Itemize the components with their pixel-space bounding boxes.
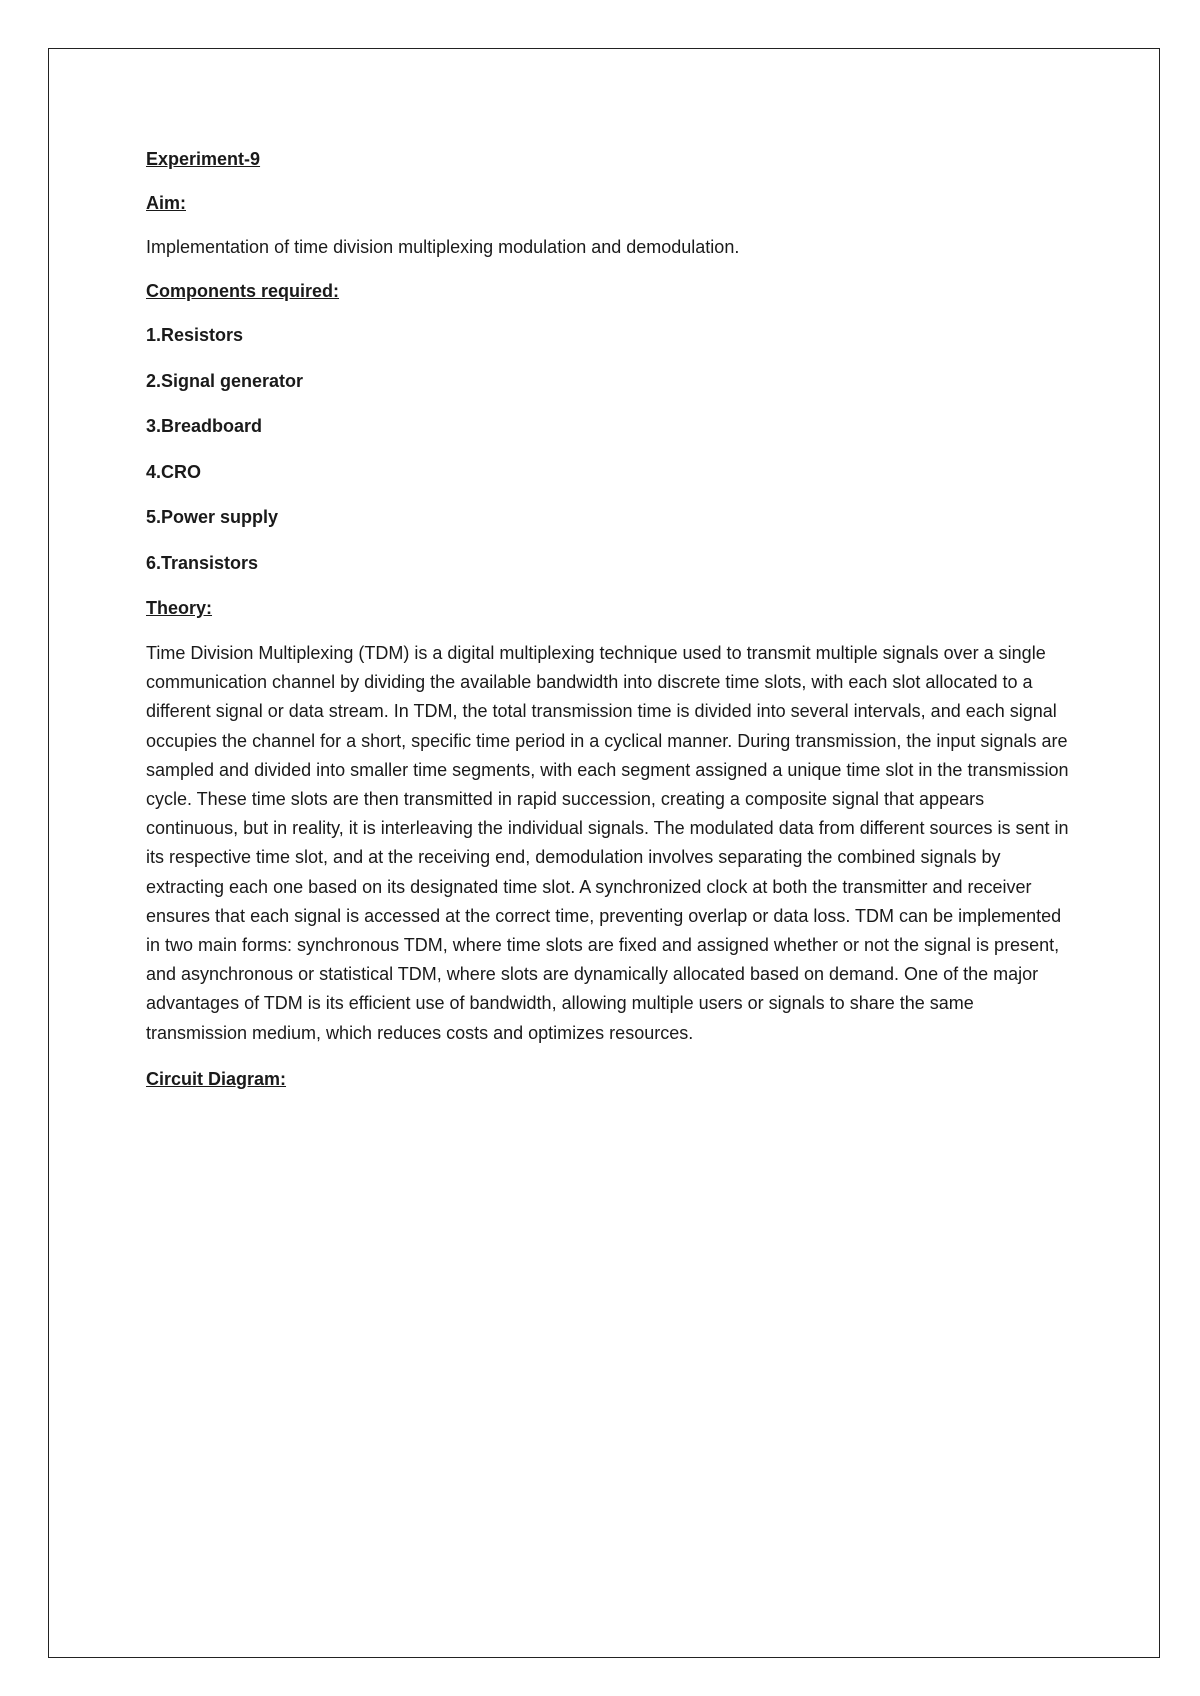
components-heading: Components required: bbox=[146, 281, 340, 301]
theory-heading: Theory: bbox=[146, 598, 213, 618]
components-list bbox=[146, 322, 1076, 576]
component-item: 2.Signal generator bbox=[146, 370, 304, 391]
component-item: 3.Breadboard bbox=[146, 416, 263, 436]
experiment-title: Experiment-9 bbox=[146, 149, 261, 169]
component-item: 1.Resistors bbox=[146, 325, 244, 345]
theory-paragraph: Time Division Multiplexing (TDM) is a digital multiplexing technique used to transmit multiple signals over a single communication channel by dividing the available bandwidth into discrete time slots, with each slot allocated to a different signal or data stream. In TDM, the total transmission time is divided into several intervals, and each signal occupies the channel for a short, specific time period in a cyclical manner. During transmission, the input signals are sampled and divided into smaller time segments, with each segment assigned a unique time slot in the transmission cycle. These time slots are then transmitted in rapid succession, creating a composite signal that appears continuous, but in reality, it is interleaving the individual signals. The modulated data from different sources is sent in its respective time slot, and at the receiving end, demodulation involves separating the combined signals by extracting each one based on its designated time slot. A synchronized clock at both the transmitter and receiver ensures that each signal is accessed at the correct time, preventing overlap or data loss. TDM can be implemented in two main forms: synchronous TDM, where time slots are fixed and assigned whether or not the signal is present, and asynchronous or statistical TDM, where slots are dynamically allocated based on demand. One of the major advantages of TDM is its efficient use of bandwidth, allowing multiple users or signals to share the same transmission medium, which reduces costs and optimizes resources. bbox=[146, 643, 1069, 1043]
component-item: 5.Power supply bbox=[146, 507, 279, 527]
component-item: 4.CRO bbox=[146, 461, 202, 482]
aim-heading: Aim: bbox=[146, 193, 186, 213]
document-content bbox=[146, 146, 1076, 1110]
aim-text: Implementation of time division multiplexing modulation and demodulation. bbox=[146, 237, 740, 257]
circuit-diagram-heading: Circuit Diagram: bbox=[146, 1068, 287, 1089]
component-item: 6.Transistors bbox=[146, 552, 259, 573]
